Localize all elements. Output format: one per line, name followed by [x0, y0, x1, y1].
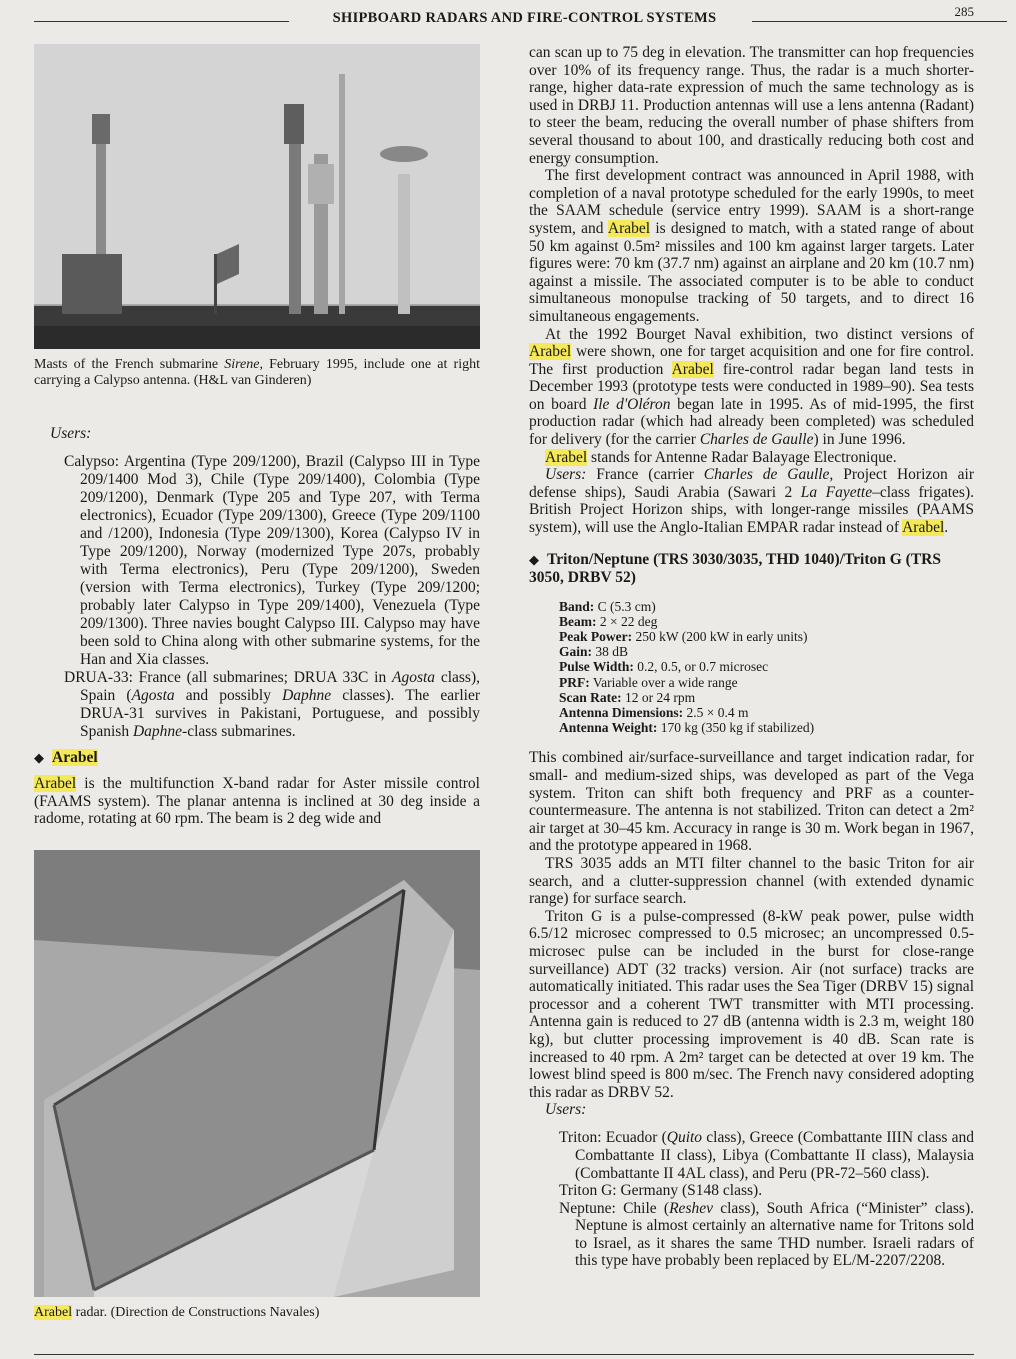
right-column — [529, 44, 974, 1270]
users-entry-calypso: Calypso: Argentina (Type 209/1200), Brazil (Calypso III in Type 209/1400 Mod 3), Chile (Type 209/1400), Colombia (Type 209/1200), Denmark (Type 205 and Type 207, with Terma electronics), Ecuador (Type 209/1300), Greece (Type 209/1100 and /1200), Indonesia (Type 209/1300), Korea (Calypso IV in Type 209/1200), Norway (modernized Type 207s, probably with Terma electronics), Peru (Type 209/1200), Sweden (version with Terma electronics), Turkey (Type 209/1200; probably later Calypso in Type 209/1400), Venezuela (Type 209/1300). Three navies bought Calypso III. Calypso may have been sold to China along with other submarine systems, for the Han and Xia classes. — [64, 453, 480, 668]
radar-illustration — [34, 850, 480, 1297]
header-rule-left — [34, 21, 289, 22]
spec-row: Beam: 2 × 22 deg — [559, 613, 658, 629]
spec-row: PRF: Variable over a wide range — [559, 674, 738, 690]
masts-illustration — [34, 44, 480, 349]
header-title: SHIPBOARD RADARS AND FIRE-CONTROL SYSTEMS — [332, 10, 717, 26]
triton-specs — [559, 599, 974, 736]
arabel-heading-text: Arabel — [52, 749, 98, 766]
arabel-para-1: can scan up to 75 deg in elevation. The transmitter can hop frequencies over 10% of its frequency range. Thus, the radar is a much shorter-range, higher data-rate expression of much the same technology as is used in DRBJ 11. Production antennas will use a lens antenna (Radant) to steer the beam, reducing the overall number of phase shifters from several thousand to about 100, and drastically reducing both cost and energy consumption. — [529, 44, 974, 167]
header-rule-right — [752, 21, 1007, 22]
users-entry-drua33: DRUA-33: France (all submarines; DRUA 33C in Agosta class), Spain (Agosta and possibly Daphne classes). The earlier DRUA-31 survives in Pakistani, Portuguese, and possibly Spanish Daphne-class submarines. — [64, 669, 481, 740]
spec-row: Band: C (5.3 cm) — [559, 598, 656, 614]
diamond-bullet-icon: ◆ — [34, 750, 44, 765]
caption-text: Masts of the French submarine — [34, 357, 225, 372]
arabel-radar-photo — [34, 850, 480, 1297]
arabel-para-5: Users: France (carrier Charles de Gaulle, Project Horizon air defense ships), Saudi Arabia (Sawari 2 La Fayette–class frigates). British Project Horizon ships, with longer-range missiles (PAAMS system), will use the Anglo-Italian EMPAR radar instead of Arabel. — [529, 466, 975, 537]
running-header — [34, 6, 974, 32]
triton-para-3: Triton G is a pulse-compressed (8-kW peak power, pulse width 6.5/12 microsec compressed to 0.5 microsec; an uncompressed 0.5-microsec pulse can be included in the burst for close-range surveillance) ADT (32 tracks) version. Air (not surface) tracks are automatically initiated. This radar uses the Sea Tiger (DRBV 15) signal processor and a coherent TWT transmitter with MTI processing. Antenna gain is reduced to 27 dB (antenna width is 2.3 m, weight 180 kg), but clutter processing improvement is 40 dB. Scan rate is increased to 40 rpm. A 2m² target can be detected at over 19 km. The lowest blind speed is 800 m/sec. The French navy considered adopting this radar as DRBV 52. — [529, 907, 974, 1101]
bottom-rule — [34, 1354, 974, 1355]
arabel-para-3: At the 1992 Bourget Naval exhibition, two distinct versions of Arabel were shown, one for target acquisition and one for fire control. The first production Arabel fire-control radar began land tests in December 1993 (prototype tests were conducted in 1989–90). Sea tests on board Ile d'Oléron began late in 1995. As of mid-1995, the first production radar (which had already been completed) was scheduled for delivery (for the carrier Charles de Gaulle) in June 1996. — [529, 325, 974, 449]
photo2-caption: Arabel radar. (Direction de Constructions Navales) — [34, 1304, 320, 1320]
page-number: 285 — [954, 4, 974, 19]
users-entry-neptune: Neptune: Chile (Reshev class), South Africa (“Minister” class). Neptune is almost certainly an alternative name for Tritons sold to Israel, as it shares the same THD number. Israeli radars of this type have probably been replaced by EL/M-2207/2208. — [559, 1199, 974, 1270]
triton-para-2: TRS 3035 adds an MTI filter channel to the basic Triton for air search, and a clutter-suppression channel (with extended dynamic range) for surface search. — [529, 855, 974, 908]
left-column — [34, 44, 480, 1321]
diamond-bullet-icon: ◆ — [529, 551, 539, 567]
triton-para-1: This combined air/surface-surveillance and target indication radar, for small- and medium-sized ships, was developed as part of the Vega system. Triton can shift both frequency and PRF as a counter-countermeasure. The antenna is not stabilized. Triton can detect a 2m² air target at 30–45 km. Accuracy in range is 30 m. Work began in 1967, and the prototype appeared in 1968. — [529, 749, 974, 855]
spec-row: Gain: 38 dB — [559, 644, 629, 660]
users-entry-triton: Triton: Ecuador (Quito class), Greece (Combattante IIIN class and Combattante II class), Libya (Combattante II class), Malaysia (Combattante II 4AL class), and Peru (PR-72–560 class). — [559, 1129, 974, 1182]
arabel-para-2: The first development contract was announced in April 1988, with completion of a naval prototype scheduled for the early 1990s, to meet the SAAM schedule (service entry 1999). SAAM is a short-range system, and Arabel is designed to match, with a stated range of about 50 km against 0.5m² missiles and 100 km against larger targets. Later figures were: 70 km (37.7 nm) against an airplane and 20 km (10.7 nm) against a missile. The associated computer is to be able to conduct simultaneous monopulse tracking of 50 targets, and to direct 16 simultaneous engagements. — [529, 167, 974, 325]
spec-row: Scan Rate: 12 or 24 rpm — [559, 689, 696, 705]
arabel-paragraph: Arabel is the multifunction X-band radar for Aster missile control (FAAMS system). The planar antenna is inclined at 30 deg inside a radome, rotating at 60 rpm. The beam is 2 deg wide and — [34, 775, 480, 828]
spec-row: Pulse Width: 0.2, 0.5, or 0.7 microsec — [559, 659, 769, 675]
users-entry-triton-g: Triton G: Germany (S148 class). — [559, 1182, 763, 1200]
spec-row: Antenna Dimensions: 2.5 × 0.4 m — [559, 705, 749, 721]
users-label: Users: — [50, 425, 92, 442]
triton-users-label: Users: — [545, 1101, 587, 1119]
arabel-heading — [34, 749, 480, 767]
arabel-para-4: Arabel stands for Antenne Radar Balayage Electronique. — [545, 448, 897, 466]
caption-ship-name: Sirene — [224, 357, 260, 372]
submarine-masts-photo — [34, 44, 480, 349]
spec-row: Antenna Weight: 170 kg (350 kg if stabilized) — [559, 720, 815, 736]
triton-heading-text: Triton/Neptune (TRS 3030/3035, THD 1040)/Triton G (TRS 3050, DRBV 52) — [529, 550, 941, 586]
triton-heading — [529, 551, 974, 587]
caption-text: , February 1995, include one at right carrying a Calypso antenna. (H&L van Ginderen) — [34, 357, 480, 388]
photo1-caption — [34, 357, 480, 389]
spec-row: Peak Power: 250 kW (200 kW in early units) — [559, 629, 808, 645]
